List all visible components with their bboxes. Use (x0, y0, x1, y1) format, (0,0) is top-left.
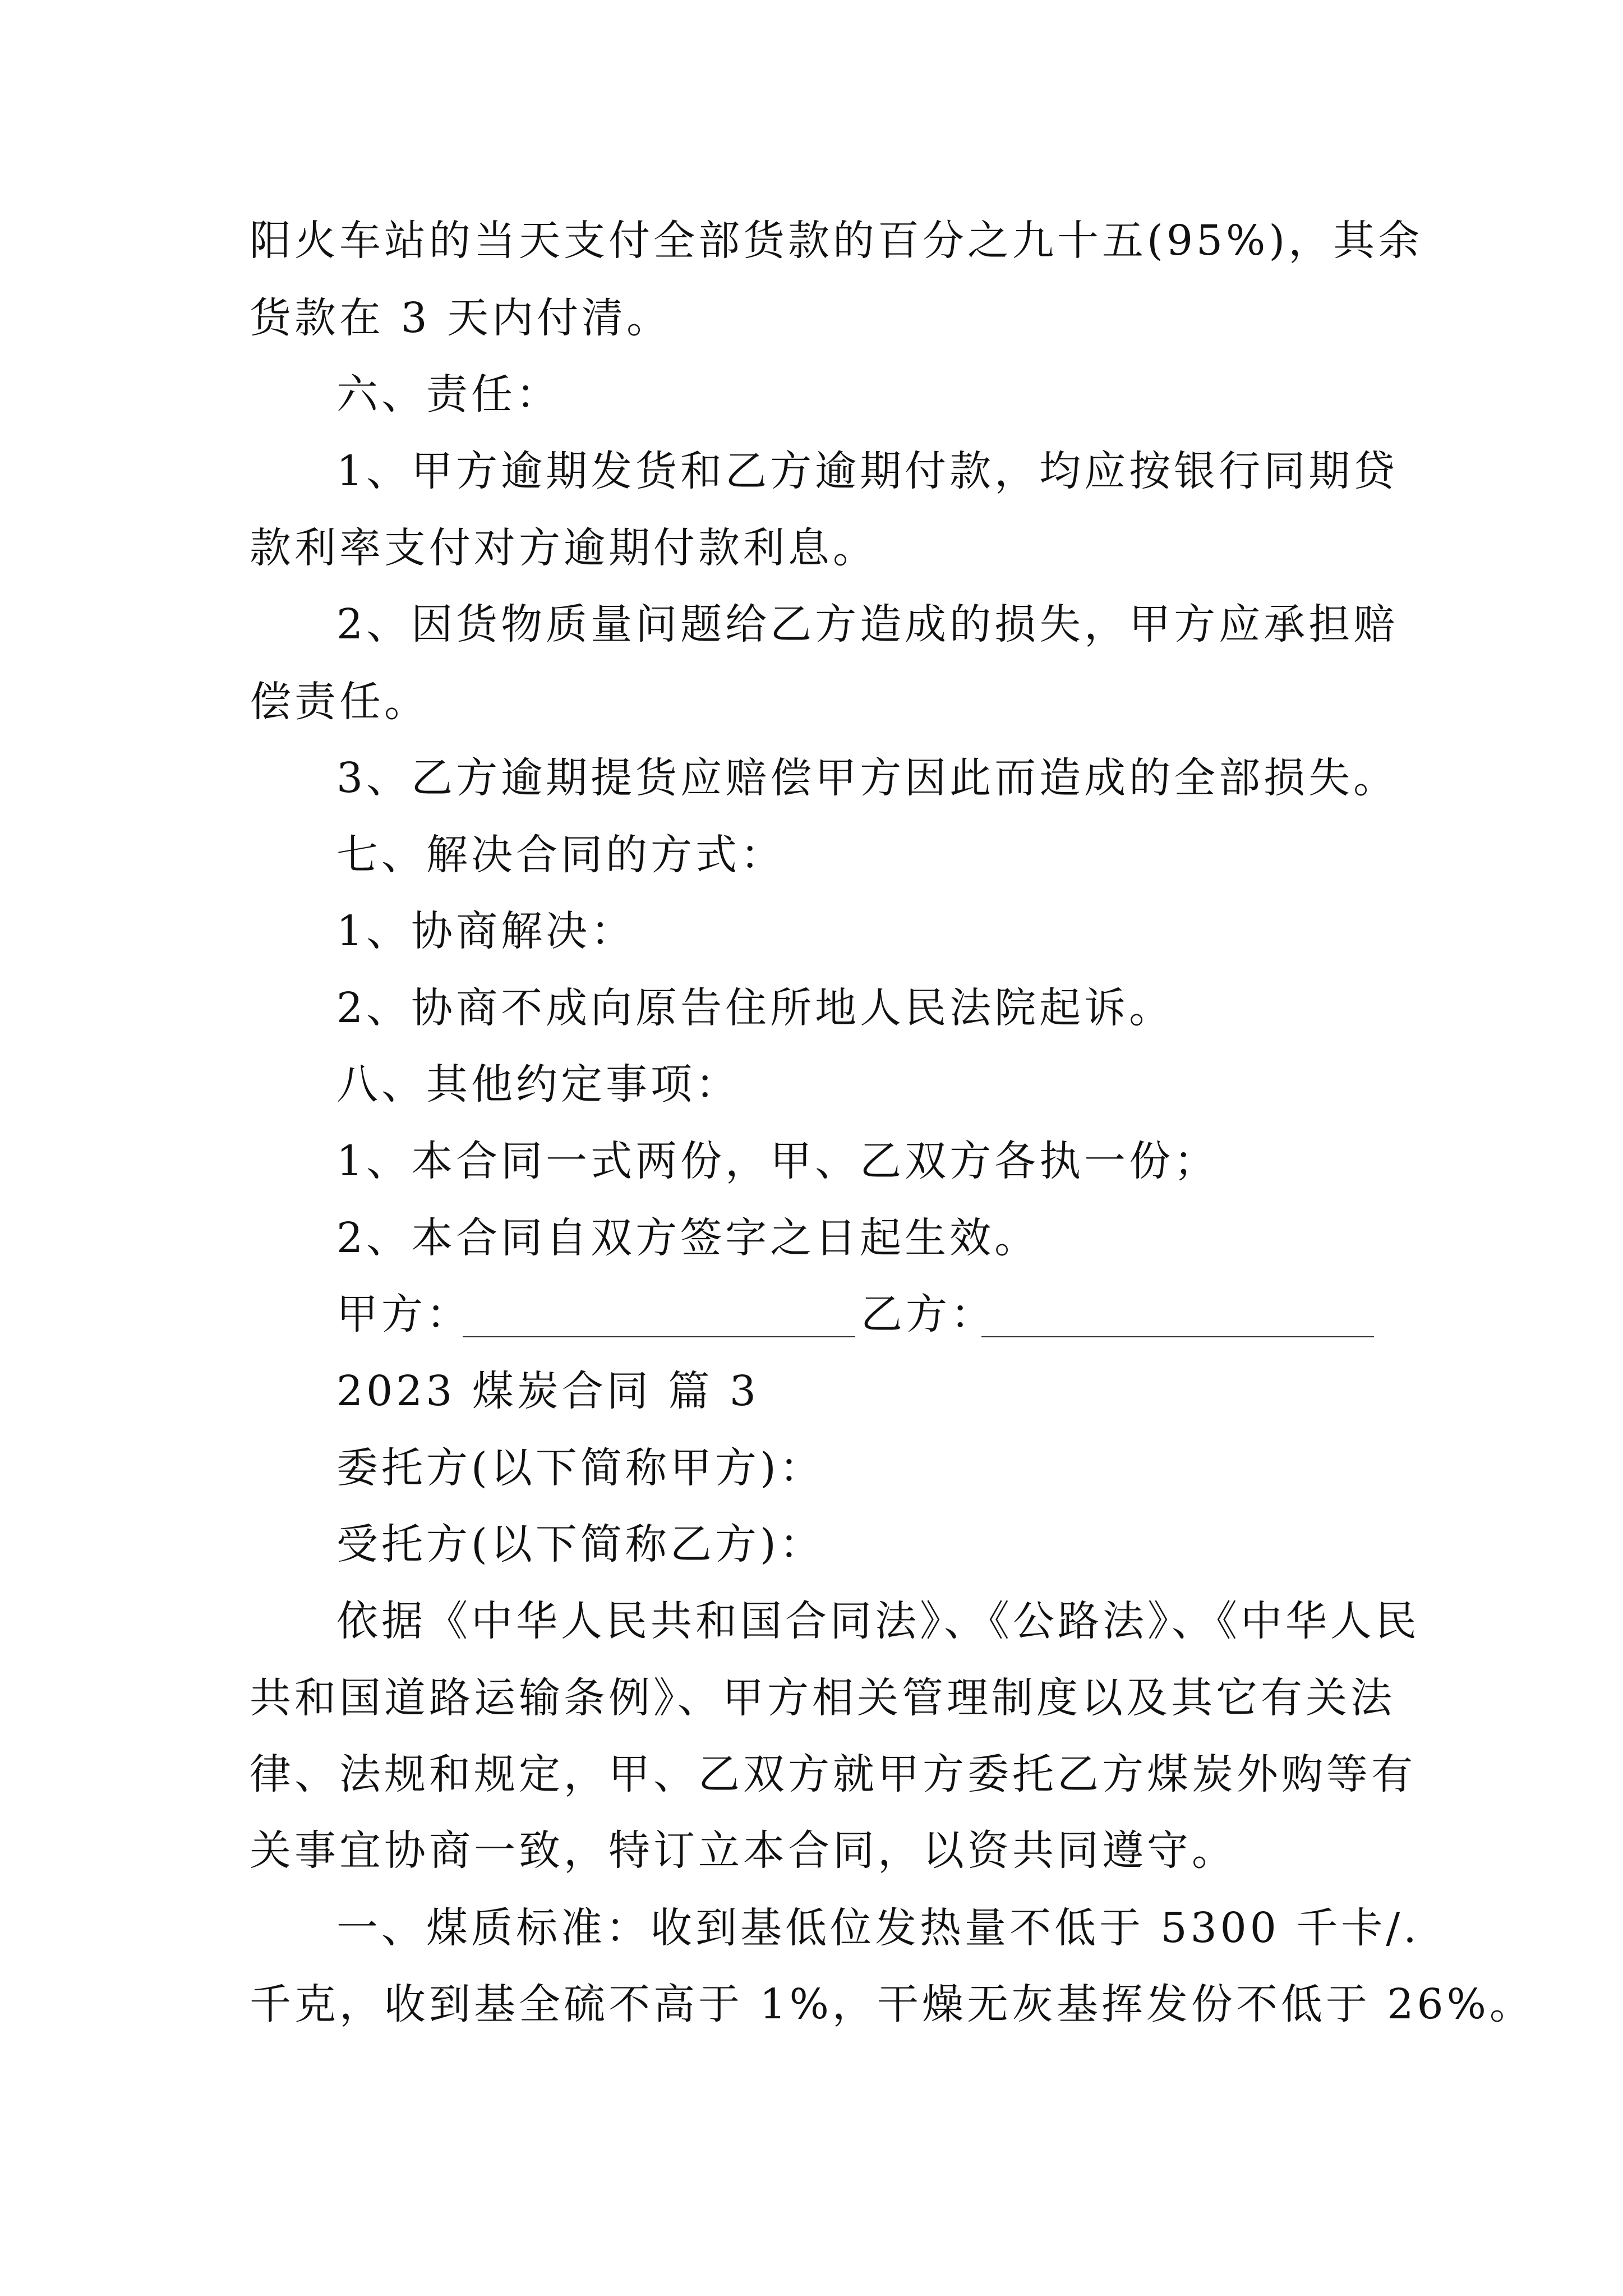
text-line: 货款在 3 天内付清。 (250, 294, 672, 342)
text-line: 阳火车站的当天支付全部货款的百分之九十五(95%)，其余 (250, 217, 1423, 265)
signature-row (336, 1290, 1374, 1344)
text-line: 偿责任。 (250, 678, 429, 726)
text-line: 律、法规和规定，甲、乙双方就甲方委托乙方煤炭外购等有 (250, 1750, 1416, 1798)
text-line: 一、煤质标准：收到基低位发热量不低于 5300 千卡/. (336, 1904, 1420, 1952)
text-line: 2、协商不成向原告住所地人民法院起诉。 (336, 984, 1174, 1032)
party-a-signature-line (463, 1336, 855, 1337)
party-b-signature-line (981, 1336, 1374, 1337)
text-line: 1、甲方逾期发货和乙方逾期付款，均应按银行同期贷 (336, 447, 1399, 495)
text-line: 关事宜协商一致，特订立本合同，以资共同遵守。 (250, 1826, 1237, 1875)
text-line: 2、因货物质量问题给乙方造成的损失，甲方应承担赔 (336, 600, 1399, 648)
party-b-label: 乙方： (861, 1290, 995, 1338)
text-line: 2、本合同自双方签字之日起生效。 (336, 1214, 1040, 1262)
section-heading: 六、责任： (336, 370, 561, 418)
text-line: 款利率支付对方逾期付款利息。 (250, 524, 878, 572)
text-line: 1、本合同一式两份，甲、乙双方各执一份； (336, 1137, 1219, 1185)
text-line: 千克，收到基全硫不高于 1%，干燥无灰基挥发份不低于 26%。 (250, 1980, 1534, 2028)
text-line: 3、乙方逾期提货应赔偿甲方因此而造成的全部损失。 (336, 754, 1399, 802)
section-heading: 七、解决合同的方式： (336, 831, 785, 879)
text-line: 依据《中华人民共和国合同法》、《公路法》、《中华人民 (336, 1597, 1420, 1645)
client-line: 委托方(以下简称甲方)： (336, 1444, 824, 1492)
party-a-label: 甲方： (336, 1290, 471, 1338)
text-line: 共和国道路运输条例》、甲方相关管理制度以及其它有关法 (250, 1674, 1395, 1722)
agent-line: 受托方(以下简称乙方)： (336, 1520, 824, 1568)
contract-heading: 2023 煤炭合同 篇 3 (336, 1367, 759, 1415)
text-line: 1、协商解决： (336, 907, 636, 955)
section-heading: 八、其他约定事项： (336, 1060, 740, 1108)
